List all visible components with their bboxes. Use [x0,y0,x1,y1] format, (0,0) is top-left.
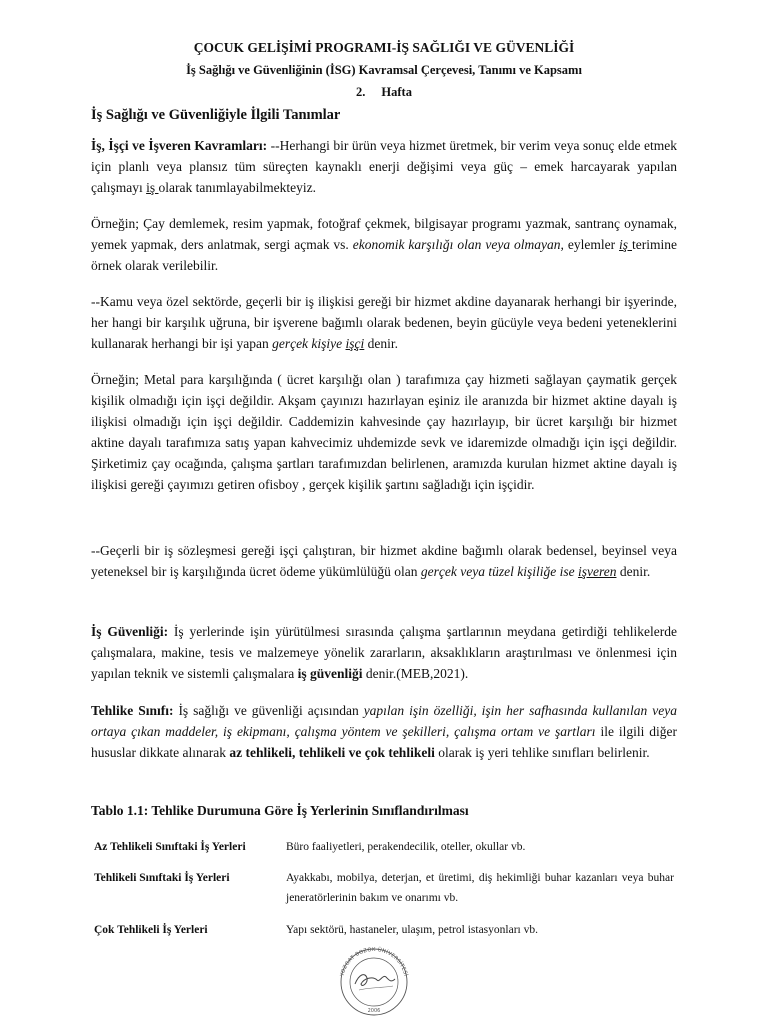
table-category-cell: Az Tehlikeli Sınıftaki İş Yerleri [94,841,246,853]
paragraph-text: ile ilgili diğer hususlar dikkate alınarak [91,723,677,760]
week-text: Hafta [381,85,412,99]
paragraph-text: olarak tanımlayabilmekteyiz. [158,179,316,195]
underlined-term: iş [146,179,159,195]
bold-term: az tehlikeli, tehlikeli ve çok tehlikeli [229,744,435,760]
underlined-term: işveren [577,563,617,579]
paragraph-text: --Herhangi bir ürün veya hizmet üretmek, bir verim veya sonuç elde etmek için planlı veya plansız tüm süreçten kaynaklı enerji değişimi veya güç – emek harcayarak yapılan çalışmayı [91,138,677,195]
paragraph-text: denir. [616,563,651,579]
table-category-cell: Çok Tehlikeli İş Yerleri [94,924,208,936]
bold-term: iş güvenliği [297,665,363,681]
table-examples-cell: Yapı sektörü, hastaneler, ulaşım, petrol istasyonları vb. [286,924,538,936]
table-examples-cell: Büro faaliyetleri, perakendecilik, oteller, okullar vb. [286,841,526,853]
university-seal-logo [331,944,417,1016]
week-number: 2. [356,85,366,99]
paragraph-text: Örneğin; Çay demlemek, resim yapmak, fotoğraf çekmek, bilgisayar programı yazmak, santranç oynamak, yemek yapmak, ders anlatmak, sergi açmak vs. [91,216,677,252]
paragraph-text: --Geçerli bir iş sözleşmesi gereği işçi çalıştıran, bir hizmet akdine bağımlı olarak bedensel, beyinsel veya yeteneksel bir iş karşılığında ücret ödeme yükümlülüğü olan [91,543,677,579]
paragraph-text: --Kamu veya özel sektörde, geçerli bir iş ilişkisi gereği bir hizmet akdine dayanarak herhangi bir işyerinde, her hangi bir karşılık uğruna, bir işverene bağımlı olarak bedenen, beyin gücüyle veya bedeni yeteneklerini kullanarak herhangi bir işi yapan [91,294,677,351]
paragraph-worker-definition [91,292,677,355]
paragraph-lead: Tehlike Sınıfı: [91,703,174,718]
paragraph-definitions-work [91,136,677,199]
svg-text:YOZGAT BOZOK ÜNİVERSİTESİ: YOZGAT BOZOK ÜNİVERSİTESİ [339,947,409,977]
document-title: ÇOCUK GELİŞİMİ PROGRAMI-İŞ SAĞLIĞI VE GÜVENLİĞİ [193,40,575,55]
paragraph-text: denir.(MEB,2021). [362,665,469,681]
paragraph-lead: İş Güvenliği: [91,624,169,639]
paragraph-text: denir. [364,335,399,351]
paragraph-employer-definition [91,541,677,583]
italic-text: ekonomik karşılığı olan veya olmayan, [352,236,564,252]
table-category-cell: Tehlikeli Sınıftaki İş Yerleri [94,872,230,884]
week-label [0,85,768,100]
document-subtitle: İş Sağlığı ve Güvenliğinin (İSG) Kavramsal Çerçevesi, Tanımı ve Kapsamı [186,63,582,77]
paragraph-hazard-class [91,701,677,764]
svg-text:2006: 2006 [367,1008,381,1014]
table-examples-cell: Ayakkabı, mobilya, deterjan, et üretimi, diş hekimliği buhar kazanları veya buhar jeneratörlerinin bakım ve onarımı vb. [286,872,674,904]
italic-text: gerçek kişiye [272,335,346,351]
paragraph-work-examples [91,214,677,277]
paragraph-text: terimine örnek olarak verilebilir. [91,236,677,273]
underlined-term: işçi [345,335,365,351]
paragraph-text: eylemler [563,236,620,252]
paragraph-lead: İş, İşçi ve İşveren Kavramları: [91,138,268,153]
paragraph-worker-examples: Örneğin; Metal para karşılığında ( ücret karşılığı olan ) tarafımıza çay hizmeti sağlayan çaymatik gerçek kişilik olmadığı için işçi değildir. Akşam çayınızı hazırlayan eşiniz ile aranızda bir hizmet aktine dayalı iş ilişkisi olmadığı için işçi değildir. Caddemizin kahvesinde çay hazırlayıp, bir ücret karşılığı bir hizmet aktine dayalı tarafımıza satış yapan kahvecimiz uhdemizde sevk ve idaremizde olmadığı için işçi değildir. Şirketimiz çay ocağında, çalışma şartları tarafımızdan belirlenen, aramızda kurulan hizmet aktine dayalı iş ilişkisi gereği çayımızı getiren ofisboy , gerçek kişilik şartını sağladığı için işçidir. [91,372,677,492]
italic-text: yapılan işin özelliği, işin her safhasında kullanılan veya ortaya çıkan maddeler, iş ekipmanı, çalışma yöntem ve şekilleri, çalışma ortam ve şartları [91,703,677,739]
table-title: Tablo 1.1: Tehlike Durumuna Göre İş Yerlerinin Sınıflandırılması [91,803,469,818]
paragraph-text: İş yerlerinde işin yürütülmesi sırasında çalışma şartlarının meydana getirdiği tehlikelerde çalışmalara, makine, tesis ve malzemeye yönelik zararların, aksaklıkların araştırılması ve önlenmesi için yapılan teknik ve sistemli çalışmalara [91,624,677,681]
underlined-term: iş [619,236,633,252]
paragraph-work-safety [91,622,677,685]
italic-text: gerçek veya tüzel kişiliğe ise [420,563,578,579]
paragraph-text: olarak iş yeri tehlike sınıfları belirlenir. [434,744,650,760]
paragraph-text: İş sağlığı ve güvenliği açısından [173,703,364,718]
section-heading: İş Sağlığı ve Güvenliğiyle İlgili Tanımlar [91,107,341,123]
